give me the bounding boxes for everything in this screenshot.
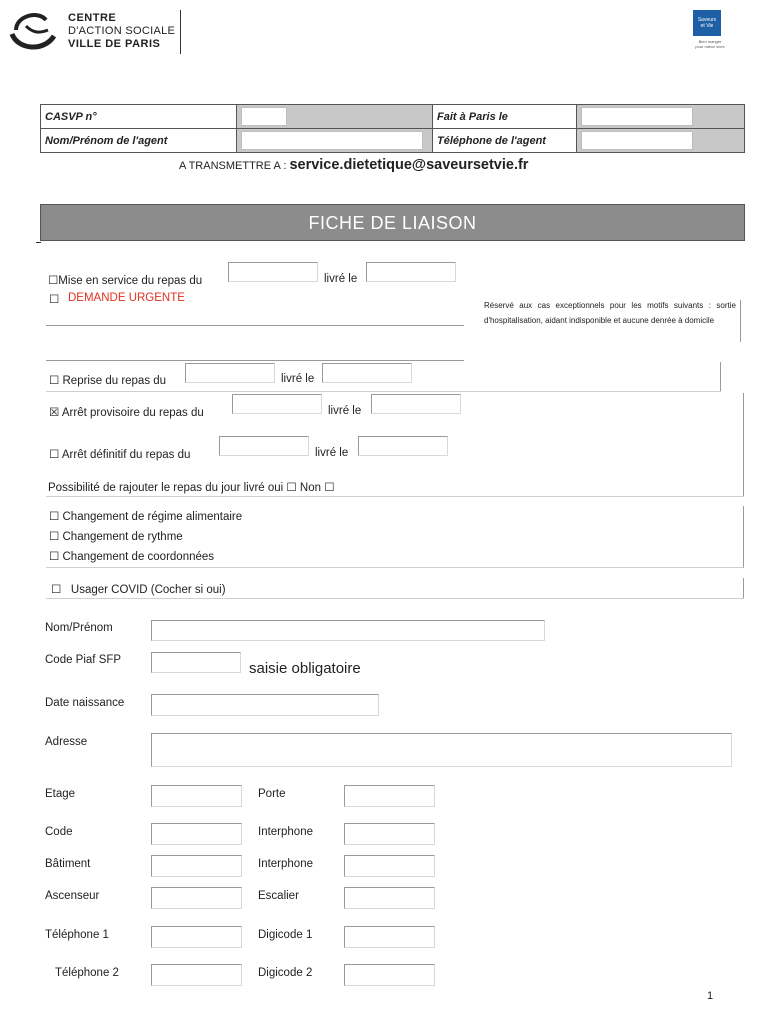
- nom-prenom-label: Nom/Prénom: [45, 622, 113, 634]
- livre-le-field-4[interactable]: [358, 436, 448, 456]
- digicode2-label: Digicode 2: [258, 967, 313, 979]
- covid-box-right: [743, 578, 744, 598]
- agent-phone-input[interactable]: [581, 131, 693, 150]
- interphone-label-1: Interphone: [258, 826, 313, 838]
- section2-box-right: [743, 393, 744, 496]
- partner-tagline-line2: pour mieux vivre: [695, 44, 725, 49]
- digicode1-label: Digicode 1: [258, 929, 313, 941]
- page-number: 1: [707, 990, 714, 1002]
- digicode2-field[interactable]: [344, 964, 435, 986]
- transmit-prefix: A TRANSMETTRE A :: [179, 160, 290, 172]
- etage-label: Etage: [45, 788, 76, 800]
- transmit-line: [179, 157, 528, 173]
- saisie-obligatoire-label: saisie obligatoire: [249, 660, 361, 677]
- etage-field[interactable]: [151, 785, 242, 807]
- date-input[interactable]: [581, 107, 693, 126]
- reserve-note-border: [740, 300, 741, 342]
- logo-divider: [180, 10, 181, 54]
- logo-line3: VILLE DE PARIS: [68, 38, 161, 50]
- interphone-field-2[interactable]: [344, 855, 435, 877]
- form-title: FICHE DE LIAISON: [40, 204, 745, 241]
- agent-name-cell: [237, 129, 433, 153]
- telephone1-field[interactable]: [151, 926, 242, 948]
- livre-le-label-1: livré le: [324, 273, 358, 285]
- transmit-email[interactable]: service.dietetique@saveursetvie.fr: [289, 157, 529, 173]
- reprise-date-field[interactable]: [185, 363, 275, 383]
- arret-provisoire-date-field[interactable]: [232, 394, 322, 414]
- reprise-checkbox-label[interactable]: ☐ Reprise du repas du: [49, 375, 167, 387]
- possibilite-line[interactable]: Possibilité de rajouter le repas du jour livré oui ☐ Non ☐: [48, 482, 335, 494]
- porte-field[interactable]: [344, 785, 435, 807]
- changement-regime-checkbox[interactable]: ☐ Changement de régime alimentaire: [49, 511, 243, 523]
- telephone2-label: Téléphone 2: [55, 967, 119, 979]
- code-field[interactable]: [151, 823, 242, 845]
- casvp-emblem-icon: [8, 8, 60, 54]
- ascenseur-field[interactable]: [151, 887, 242, 909]
- urgent-checkbox[interactable]: ☐: [49, 294, 60, 306]
- partner-logo-line1: Saveurs: [697, 17, 717, 23]
- telephone1-label: Téléphone 1: [45, 929, 109, 941]
- casvp-number-cell: [237, 105, 433, 129]
- covid-box-bottom: [46, 598, 744, 599]
- adresse-field[interactable]: [151, 733, 732, 767]
- batiment-field[interactable]: [151, 855, 242, 877]
- section1-rule: [46, 325, 464, 326]
- agent-name-input[interactable]: [241, 131, 423, 150]
- date-naissance-field[interactable]: [151, 694, 379, 716]
- arret-definitif-checkbox-label[interactable]: ☐ Arrêt définitif du repas du: [49, 449, 191, 461]
- mise-en-service-date-field[interactable]: [228, 262, 318, 282]
- ascenseur-label: Ascenseur: [45, 890, 100, 902]
- logo-line2: D'ACTION SOCIALE: [68, 25, 176, 37]
- agent-name-label: Nom/Prénom de l'agent: [41, 129, 237, 153]
- arret-definitif-date-field[interactable]: [219, 436, 309, 456]
- partner-logo-box: [693, 10, 721, 36]
- casvp-number-input[interactable]: [241, 107, 287, 126]
- changement-coordonnees-checkbox[interactable]: ☐ Changement de coordonnées: [49, 551, 215, 563]
- casvp-logo: [8, 8, 188, 56]
- adresse-label: Adresse: [45, 736, 88, 748]
- title-tick: [36, 242, 41, 243]
- date-naissance-label: Date naissance: [45, 697, 125, 709]
- date-cell: [577, 105, 745, 129]
- agent-phone-cell: [577, 129, 745, 153]
- arret-provisoire-checkbox-label[interactable]: ☒ Arrêt provisoire du repas du: [49, 407, 204, 419]
- logo-line1: CENTRE: [68, 12, 117, 24]
- telephone2-field[interactable]: [151, 964, 242, 986]
- livre-le-field-2[interactable]: [322, 363, 412, 383]
- livre-le-label-4: livré le: [315, 447, 349, 459]
- changement-rythme-checkbox[interactable]: ☐ Changement de rythme: [49, 531, 183, 543]
- interphone-label-2: Interphone: [258, 858, 313, 870]
- code-piaf-label: Code Piaf SFP: [45, 654, 122, 666]
- digicode1-field[interactable]: [344, 926, 435, 948]
- livre-le-label-2: livré le: [281, 373, 315, 385]
- covid-checkbox[interactable]: ☐ Usager COVID (Cocher si oui): [51, 584, 226, 596]
- code-label: Code: [45, 826, 73, 838]
- livre-le-field-1[interactable]: [366, 262, 456, 282]
- saveurs-et-vie-logo: [688, 8, 738, 52]
- escalier-field[interactable]: [344, 887, 435, 909]
- code-piaf-field[interactable]: [151, 652, 241, 673]
- livre-le-label-3: livré le: [328, 405, 362, 417]
- mise-en-service-checkbox-label[interactable]: ☐Mise en service du repas du: [48, 275, 203, 287]
- interphone-field-1[interactable]: [344, 823, 435, 845]
- agent-info-table: [40, 104, 745, 153]
- reserve-note: Réservé aux cas exceptionnels pour les motifs suivants : sortie d'hospitalisation, aidant indisponible et aucune denrée à domicile: [484, 301, 736, 325]
- section2-right-border: [720, 362, 721, 392]
- batiment-label: Bâtiment: [45, 858, 91, 870]
- section2-box-bottom: [46, 496, 744, 497]
- nom-prenom-field[interactable]: [151, 620, 545, 641]
- urgent-label: DEMANDE URGENTE: [68, 292, 185, 304]
- porte-label: Porte: [258, 788, 286, 800]
- livre-le-field-3[interactable]: [371, 394, 461, 414]
- section2-bottom-rule: [46, 391, 721, 392]
- partner-tagline-line1: Bien manger: [698, 39, 722, 44]
- partner-logo-line2: et Vie: [700, 23, 714, 29]
- section2-top-rule: [46, 360, 464, 361]
- fait-a-paris-label: Fait à Paris le: [433, 105, 577, 129]
- casvp-label: CASVP n°: [41, 105, 237, 129]
- agent-phone-label: Téléphone de l'agent: [433, 129, 577, 153]
- escalier-label: Escalier: [258, 890, 299, 902]
